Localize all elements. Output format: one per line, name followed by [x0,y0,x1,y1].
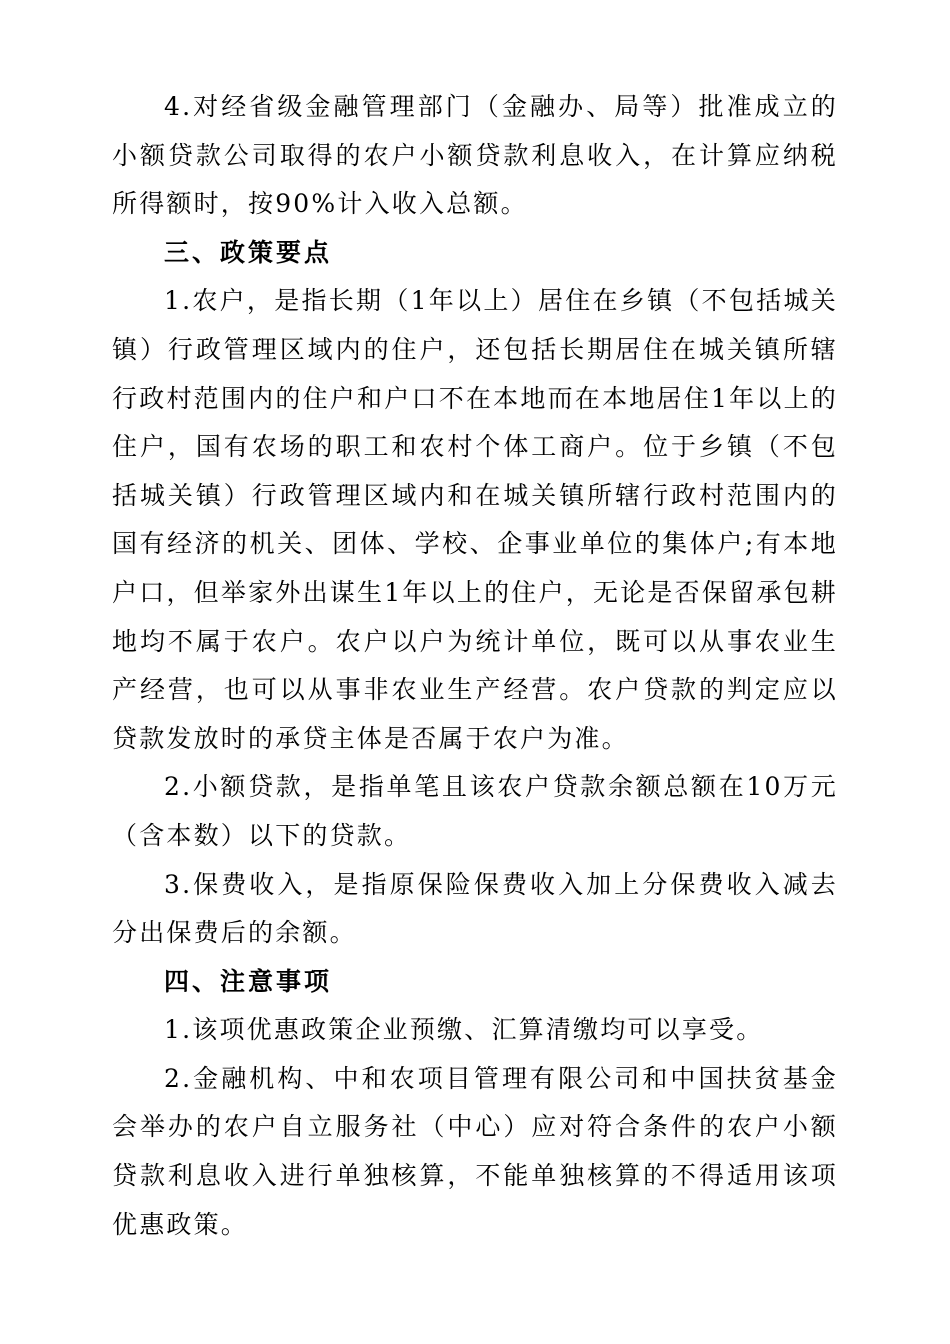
paragraph-note-1-prepayment: 1.该项优惠政策企业预缴、汇算清缴均可以享受。 [164,1015,764,1045]
section-heading-policy-points: 三、政策要点 [164,237,333,267]
section-heading-notes: 四、注意事项 [164,966,333,996]
paragraph-point-3-premium-income: 3.保费收入，是指原保险保费收入加上分保费收入减去分出保费后的余额。 [112,869,838,948]
paragraph-item-4-microloan-company: 4.对经省级金融管理部门（金融办、局等）批准成立的小额贷款公司取得的农户小额贷款利息收入，在计算应纳税所得额时，按90%计入收入总额。 [112,92,838,219]
paragraph-point-2-small-loan: 2.小额贷款，是指单笔且该农户贷款余额总额在10万元（含本数）以下的贷款。 [112,772,838,850]
paragraph-note-2-separate-accounting: 2.金融机构、中和农项目管理有限公司和中国扶贫基金会举办的农户自立服务社（中心）应对符合条件的农户小额贷款利息收入进行单独核算，不能单独核算的不得适用该项优惠政策。 [112,1063,838,1239]
document-page [112,83,838,1249]
paragraph-point-1-farmer-definition: 1.农户，是指长期（1年以上）居住在乡镇（不包括城关镇）行政管理区域内的住户，还包括长期居住在城关镇所辖行政村范围内的住户和户口不在本地而在本地居住1年以上的住户，国有农场的职工和农村个体工商户。位于乡镇（不包括城关镇）行政管理区域内和在城关镇所辖行政村范围内的国有经济的机关、团体、学校、企事业单位的集体户;有本地户口，但举家外出谋生1年以上的住户，无论是否保留承包耕地均不属于农户。农户以户为统计单位，既可以从事农业生产经营，也可以从事非农业生产经营。农户贷款的判定应以贷款发放时的承贷主体是否属于农户为准。 [112,286,838,753]
